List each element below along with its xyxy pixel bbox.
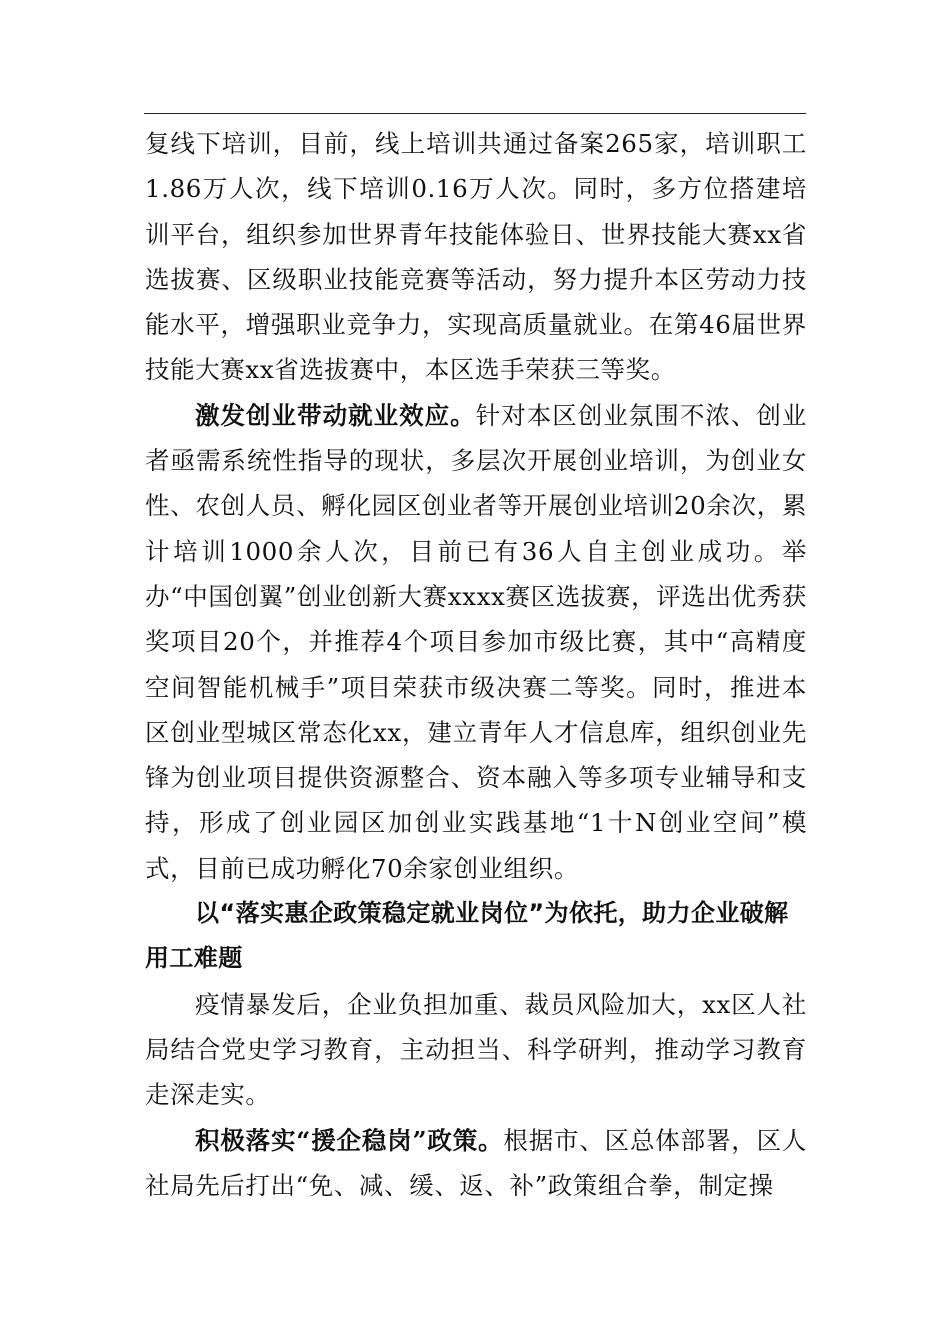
paragraph-entrepreneurship [145,393,807,891]
paragraph-epidemic: 疫情暴发后，企业负担加重、裁员风险加大，xx区人社局结合党史学习教育，主动担当、科学研判，推动学习教育走深走实。 [145,989,807,1110]
paragraph-policy [145,1118,807,1209]
header-rule [144,113,806,114]
paragraph-lead: 积极落实“援企稳岗”政策。 [195,1125,504,1155]
section-heading: 以“落实惠企政策稳定就业岗位”为依托，助力企业破解用工难题 [145,899,789,973]
document-body [145,121,807,1208]
paragraph-text: 根据市、区总体部署，区人社局先后打出“免、减、缓、返、补”政策组合拳，制定操 [145,1125,808,1200]
paragraph-training: 复线下培训，目前，线上培训共通过备案265家，培训职工1.86万人次，线下培训0.16万人次。同时，多方位搭建培训平台，组织参加世界青年技能体验日、世界技能大赛xx省选拔赛、区级职业技能竞赛等活动，努力提升本区劳动力技能水平，增强职业竞争力，实现高质量就业。在第46届世界技能大赛xx省选拔赛中，本区选手荣获三等奖。 [145,129,807,385]
paragraph-lead: 激发创业带动就业效应。 [195,400,476,430]
paragraph-text: 针对本区创业氛围不浓、创业者亟需系统性指导的现状，多层次开展创业培训，为创业女性、农创人员、孵化园区创业者等开展创业培训20余次，累计培训1000余人次，目前已有36人自主创业成功。举办“中国创翼”创业创新大赛xxxx赛区选拔赛，评选出优秀获奖项目20个，并推荐4个项目参加市级比赛，其中“高精度空间智能机械手”项目荣获市级决赛二等奖。同时，推进本区创业型城区常态化xx，建立青年人才信息库，组织创业先锋为创业项目提供资源整合、资本融入等多项专业辅导和支持，形成了创业园区加创业实践基地“1十N创业空间”模式，目前已成功孵化70余家创业组织。 [145,400,807,883]
